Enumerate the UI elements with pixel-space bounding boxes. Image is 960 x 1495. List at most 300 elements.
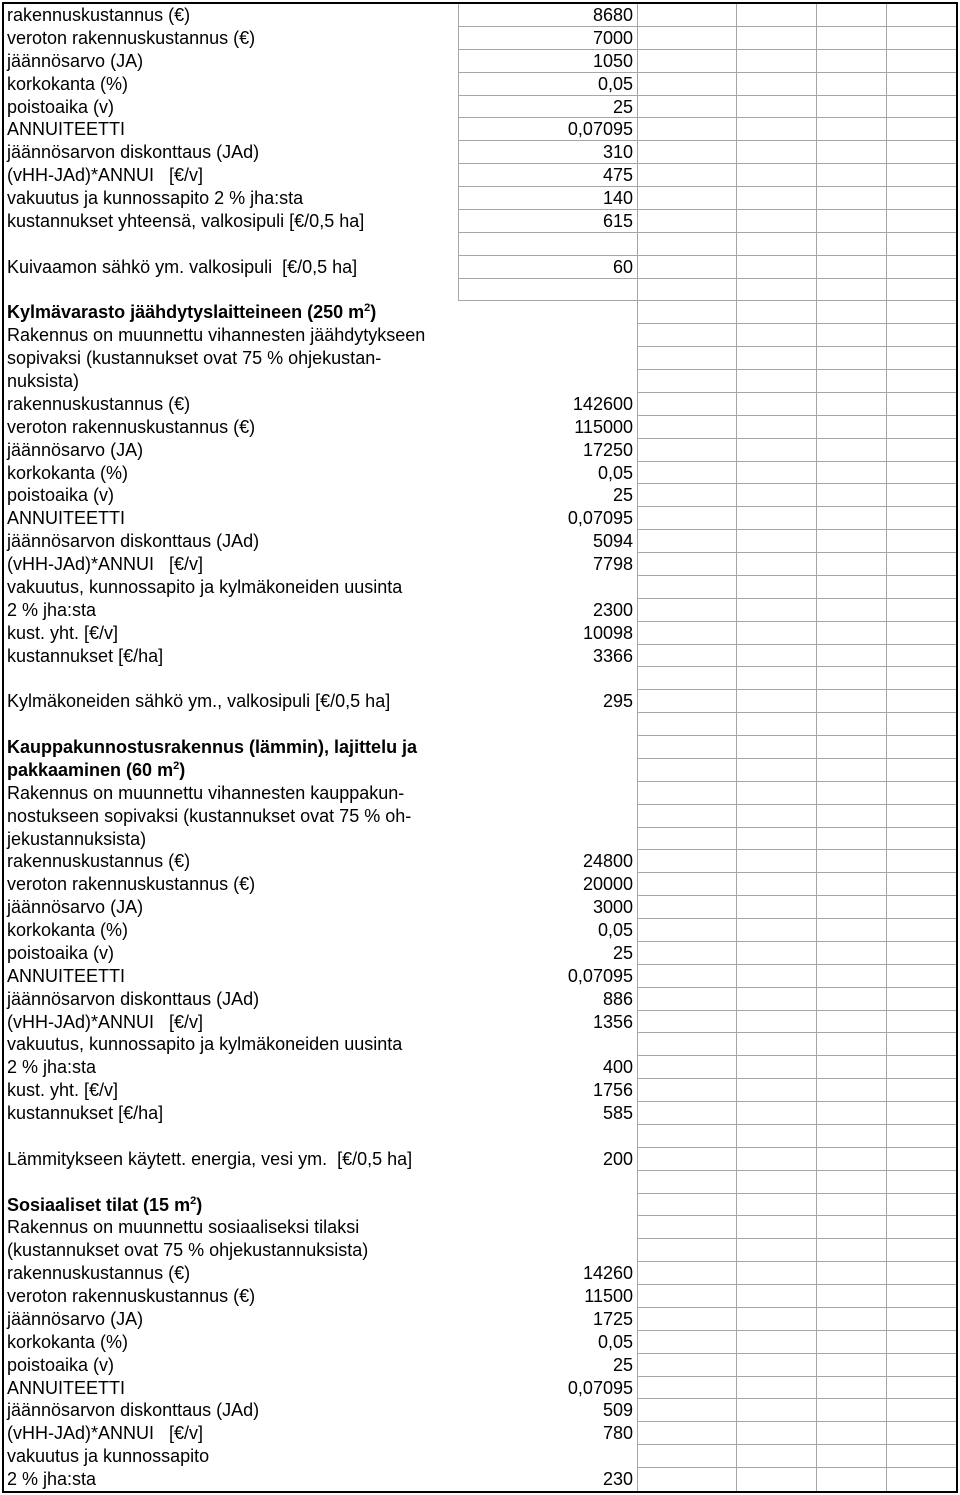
empty-cell (737, 1422, 817, 1445)
empty-cell (637, 576, 737, 599)
empty-cell (637, 1171, 737, 1194)
value-cell (458, 507, 637, 530)
empty-cell (637, 850, 737, 873)
value-cell (458, 1216, 637, 1239)
value-cell (458, 828, 637, 851)
row-label: vakuutus, kunnossapito ja kylmäkoneiden uusinta (7, 576, 403, 597)
row-value: 8680 (592, 5, 633, 25)
empty-cell (817, 1422, 887, 1445)
empty-cell (817, 1125, 887, 1148)
table-row (4, 645, 956, 668)
empty-cell (737, 919, 817, 942)
label-cell (4, 324, 458, 347)
empty-cell (887, 27, 956, 50)
empty-cell (737, 324, 817, 347)
empty-row (4, 1125, 956, 1148)
row-label: korkokanta (%) (7, 462, 129, 483)
label-cell (4, 1445, 458, 1468)
table-row (4, 1011, 956, 1034)
row-value: 200 (602, 1148, 633, 1169)
empty-cell (887, 667, 956, 690)
table-row (4, 118, 956, 141)
empty-cell (637, 759, 737, 782)
empty-cell (737, 1285, 817, 1308)
empty-cell (887, 1079, 956, 1102)
row-value: 0,07095 (567, 119, 633, 140)
empty-cell (817, 1285, 887, 1308)
empty-cell (817, 942, 887, 965)
empty-cell (637, 1125, 737, 1148)
empty-cell (637, 393, 737, 416)
row-label: ANNUITEETTI (7, 1377, 126, 1398)
empty-cell (637, 1079, 737, 1102)
empty-cell (637, 896, 737, 919)
empty-cell (817, 919, 887, 942)
table-row (4, 1239, 956, 1262)
table-row (4, 965, 956, 988)
table-row (4, 1354, 956, 1377)
table-row (4, 1033, 956, 1056)
empty-cell (817, 210, 887, 233)
value-cell (458, 347, 637, 370)
empty-cell (737, 1354, 817, 1377)
empty-cell (737, 484, 817, 507)
value-cell (458, 210, 637, 233)
row-label-end: ) (179, 759, 186, 780)
table-row (4, 530, 956, 553)
superscript: 2 (364, 302, 371, 315)
empty-cell (817, 1262, 887, 1285)
row-value: 1050 (592, 50, 633, 71)
empty-cell (637, 439, 737, 462)
empty-cell (887, 1262, 956, 1285)
value-cell (458, 233, 637, 256)
empty-cell (637, 1308, 737, 1331)
row-label: poistoaika (v) (7, 942, 115, 963)
empty-cell (887, 1331, 956, 1354)
empty-cell (637, 96, 737, 119)
value-cell (458, 164, 637, 187)
row-label: korkokanta (%) (7, 1331, 129, 1352)
value-cell (458, 1308, 637, 1331)
empty-cell (887, 873, 956, 896)
row-label: jäännösarvo (JA) (7, 897, 144, 918)
empty-cell (737, 850, 817, 873)
value-cell (458, 942, 637, 965)
value-cell (458, 462, 637, 485)
empty-cell (637, 1399, 737, 1422)
row-label-end: ) (370, 302, 377, 323)
label-cell (4, 873, 458, 896)
empty-cell (737, 1445, 817, 1468)
empty-cell (737, 1125, 817, 1148)
row-label: rakennuskustannus (€) (7, 851, 191, 872)
empty-cell (737, 256, 817, 279)
empty-cell (737, 1194, 817, 1217)
table-row (4, 1377, 956, 1400)
value-cell (458, 1011, 637, 1034)
label-cell (4, 599, 458, 622)
row-value: 509 (602, 1400, 633, 1421)
empty-cell (637, 1468, 737, 1491)
table-row (4, 187, 956, 210)
empty-cell (887, 530, 956, 553)
row-label: veroton rakennuskustannus (€) (7, 416, 256, 437)
table-row (4, 96, 956, 119)
value-cell (458, 736, 637, 759)
empty-cell (817, 1194, 887, 1217)
empty-cell (887, 622, 956, 645)
empty-cell (887, 462, 956, 485)
empty-cell (737, 1171, 817, 1194)
empty-cell (737, 462, 817, 485)
row-label: kust. yht. [€/v] (7, 622, 119, 643)
empty-cell (887, 73, 956, 96)
empty-cell (817, 599, 887, 622)
empty-cell (887, 805, 956, 828)
value-cell (458, 484, 637, 507)
empty-cell (887, 1171, 956, 1194)
row-label: Kauppakunnostusrakennus (lämmin), lajittelu ja (7, 737, 418, 757)
empty-cell (887, 347, 956, 370)
empty-cell (637, 1011, 737, 1034)
empty-cell (737, 828, 817, 851)
label-cell (4, 1033, 458, 1056)
table-row (4, 622, 956, 645)
row-label: veroton rakennuskustannus (€) (7, 1286, 256, 1306)
empty-cell (637, 1445, 737, 1468)
empty-cell (817, 873, 887, 896)
value-cell (458, 782, 637, 805)
empty-cell (887, 507, 956, 530)
empty-cell (637, 690, 737, 713)
empty-cell (887, 736, 956, 759)
row-value: 0,07095 (567, 1377, 633, 1398)
empty-cell (887, 4, 956, 27)
row-label: Rakennus on muunnettu vihannesten jäähdytykseen (7, 325, 426, 346)
empty-cell (737, 1331, 817, 1354)
empty-cell (737, 210, 817, 233)
empty-cell (887, 1377, 956, 1400)
empty-cell (817, 805, 887, 828)
row-label: 2 % jha:sta (7, 1057, 97, 1078)
label-cell (4, 462, 458, 485)
label-cell (4, 1171, 458, 1194)
empty-cell (637, 553, 737, 576)
row-label-end: ) (196, 1194, 203, 1215)
table-row (4, 599, 956, 622)
empty-cell (817, 622, 887, 645)
empty-cell (817, 1011, 887, 1034)
empty-cell (887, 1125, 956, 1148)
empty-cell (637, 1377, 737, 1400)
empty-cell (637, 1422, 737, 1445)
empty-cell (887, 439, 956, 462)
empty-cell (737, 1033, 817, 1056)
label-cell (4, 1102, 458, 1125)
empty-cell (737, 988, 817, 1011)
empty-cell (817, 439, 887, 462)
table-row (4, 301, 956, 324)
empty-cell (817, 96, 887, 119)
row-label: nuksista) (7, 371, 80, 391)
empty-cell (817, 233, 887, 256)
empty-cell (637, 1102, 737, 1125)
empty-cell (737, 1056, 817, 1079)
row-label: jäännösarvo (JA) (7, 50, 144, 71)
empty-cell (887, 141, 956, 164)
empty-cell (637, 828, 737, 851)
empty-cell (817, 1377, 887, 1400)
row-label: (vHH-JAd)*ANNUI [€/v] (7, 165, 204, 186)
empty-cell (817, 1354, 887, 1377)
row-label: rakennuskustannus (€) (7, 393, 191, 414)
row-label: jäännösarvo (JA) (7, 439, 144, 460)
empty-cell (637, 118, 737, 141)
empty-cell (817, 416, 887, 439)
row-value: 5094 (592, 531, 633, 552)
table-row (4, 736, 956, 759)
empty-cell (737, 416, 817, 439)
empty-row (4, 1171, 956, 1194)
empty-cell (637, 210, 737, 233)
row-value: 886 (602, 988, 633, 1009)
value-cell (458, 759, 637, 782)
empty-cell (737, 507, 817, 530)
empty-cell (817, 50, 887, 73)
label-cell (4, 187, 458, 210)
empty-cell (817, 1399, 887, 1422)
table-row (4, 1468, 956, 1491)
empty-cell (637, 942, 737, 965)
label-cell (4, 1011, 458, 1034)
label-cell (4, 1216, 458, 1239)
empty-cell (637, 164, 737, 187)
empty-cell (637, 370, 737, 393)
empty-cell (637, 347, 737, 370)
label-cell (4, 1079, 458, 1102)
value-cell (458, 713, 637, 736)
value-cell (458, 1445, 637, 1468)
empty-cell (817, 713, 887, 736)
row-value: 25 (612, 942, 633, 963)
empty-cell (637, 1056, 737, 1079)
empty-cell (737, 27, 817, 50)
empty-cell (887, 713, 956, 736)
row-value: 0,05 (597, 1331, 633, 1352)
empty-cell (737, 1079, 817, 1102)
empty-cell (737, 667, 817, 690)
table-row (4, 324, 956, 347)
table-row (4, 462, 956, 485)
label-cell (4, 393, 458, 416)
row-value: 3366 (592, 645, 633, 666)
empty-cell (737, 645, 817, 668)
row-value: 140 (602, 188, 633, 208)
table-row (4, 1285, 956, 1308)
empty-cell (817, 4, 887, 27)
row-value: 475 (602, 165, 633, 186)
table-row (4, 347, 956, 370)
label-cell (4, 1148, 458, 1171)
value-cell (458, 256, 637, 279)
empty-cell (737, 347, 817, 370)
label-cell (4, 507, 458, 530)
table-row (4, 27, 956, 50)
value-cell (458, 1125, 637, 1148)
label-cell (4, 1262, 458, 1285)
row-label: Lämmitykseen käytett. energia, vesi ym. [€/0,5 ha] (7, 1148, 413, 1169)
table-row (4, 507, 956, 530)
value-cell (458, 850, 637, 873)
value-cell (458, 416, 637, 439)
empty-cell (817, 118, 887, 141)
table-row (4, 50, 956, 73)
empty-cell (737, 759, 817, 782)
label-cell (4, 988, 458, 1011)
table-row (4, 850, 956, 873)
label-cell (4, 484, 458, 507)
row-label: rakennuskustannus (€) (7, 1263, 191, 1284)
superscript: 2 (190, 1194, 197, 1207)
empty-cell (637, 256, 737, 279)
empty-cell (887, 301, 956, 324)
value-cell (458, 187, 637, 210)
empty-cell (637, 1262, 737, 1285)
empty-cell (887, 965, 956, 988)
row-value: 615 (602, 210, 633, 231)
empty-cell (887, 988, 956, 1011)
empty-cell (737, 96, 817, 119)
empty-cell (817, 393, 887, 416)
empty-cell (817, 164, 887, 187)
superscript: 2 (173, 759, 180, 772)
label-cell (4, 782, 458, 805)
row-value: 3000 (592, 897, 633, 918)
empty-cell (737, 187, 817, 210)
label-cell (4, 1354, 458, 1377)
table-row (4, 553, 956, 576)
label-cell (4, 622, 458, 645)
empty-cell (737, 965, 817, 988)
empty-cell (887, 164, 956, 187)
empty-cell (637, 645, 737, 668)
value-cell (458, 530, 637, 553)
value-cell (458, 73, 637, 96)
table-row (4, 988, 956, 1011)
empty-cell (887, 576, 956, 599)
empty-cell (817, 1171, 887, 1194)
section-heading (4, 301, 458, 324)
label-cell (4, 1422, 458, 1445)
value-cell (458, 919, 637, 942)
row-value: 230 (602, 1469, 633, 1489)
row-label: pakkaaminen (60 m (7, 759, 174, 780)
label-cell (4, 690, 458, 713)
label-cell (4, 645, 458, 668)
empty-cell (737, 530, 817, 553)
table-row (4, 393, 956, 416)
label-cell (4, 73, 458, 96)
value-cell (458, 1148, 637, 1171)
label-cell (4, 439, 458, 462)
row-label: veroton rakennuskustannus (€) (7, 874, 256, 895)
row-value: 0,05 (597, 920, 633, 940)
empty-cell (817, 27, 887, 50)
value-cell (458, 553, 637, 576)
label-cell (4, 1331, 458, 1354)
row-label: (vHH-JAd)*ANNUI [€/v] (7, 554, 204, 574)
label-cell (4, 1308, 458, 1331)
label-cell (4, 416, 458, 439)
row-label: veroton rakennuskustannus (€) (7, 27, 256, 48)
empty-cell (637, 1033, 737, 1056)
table-row (4, 4, 956, 27)
table-row (4, 1194, 956, 1217)
empty-cell (817, 1445, 887, 1468)
empty-cell (817, 1102, 887, 1125)
row-value: 2300 (592, 599, 633, 620)
empty-cell (887, 370, 956, 393)
value-cell (458, 1422, 637, 1445)
table-row (4, 1079, 956, 1102)
empty-cell (637, 782, 737, 805)
empty-cell (737, 1011, 817, 1034)
empty-cell (817, 141, 887, 164)
value-cell (458, 599, 637, 622)
empty-cell (737, 1148, 817, 1171)
row-label: vakuutus ja kunnossapito (7, 1446, 210, 1467)
empty-cell (737, 301, 817, 324)
label-cell (4, 4, 458, 27)
empty-cell (887, 96, 956, 119)
row-value: 400 (602, 1057, 633, 1078)
label-cell (4, 713, 458, 736)
table-row (4, 828, 956, 851)
empty-cell (637, 1354, 737, 1377)
empty-cell (887, 118, 956, 141)
empty-cell (887, 1194, 956, 1217)
empty-cell (817, 576, 887, 599)
empty-cell (817, 530, 887, 553)
row-value: 14260 (582, 1263, 633, 1284)
label-cell (4, 965, 458, 988)
row-label: ANNUITEETTI (7, 965, 126, 986)
value-cell (458, 370, 637, 393)
value-cell (458, 622, 637, 645)
empty-cell (817, 850, 887, 873)
row-value: 780 (602, 1423, 633, 1444)
empty-cell (737, 690, 817, 713)
empty-cell (637, 4, 737, 27)
empty-cell (887, 1445, 956, 1468)
empty-cell (737, 439, 817, 462)
table-row (4, 805, 956, 828)
empty-row (4, 713, 956, 736)
table-row (4, 1216, 956, 1239)
row-label: Kuivaamon sähkö ym. valkosipuli [€/0,5 ha] (7, 256, 358, 277)
empty-cell (817, 1079, 887, 1102)
label-cell (4, 1056, 458, 1079)
label-cell (4, 27, 458, 50)
empty-cell (637, 279, 737, 302)
row-label: 2 % jha:sta (7, 1469, 97, 1489)
empty-cell (737, 118, 817, 141)
row-label: vakuutus, kunnossapito ja kylmäkoneiden uusinta (7, 1034, 403, 1055)
table-row (4, 210, 956, 233)
value-cell (458, 27, 637, 50)
empty-cell (637, 1194, 737, 1217)
